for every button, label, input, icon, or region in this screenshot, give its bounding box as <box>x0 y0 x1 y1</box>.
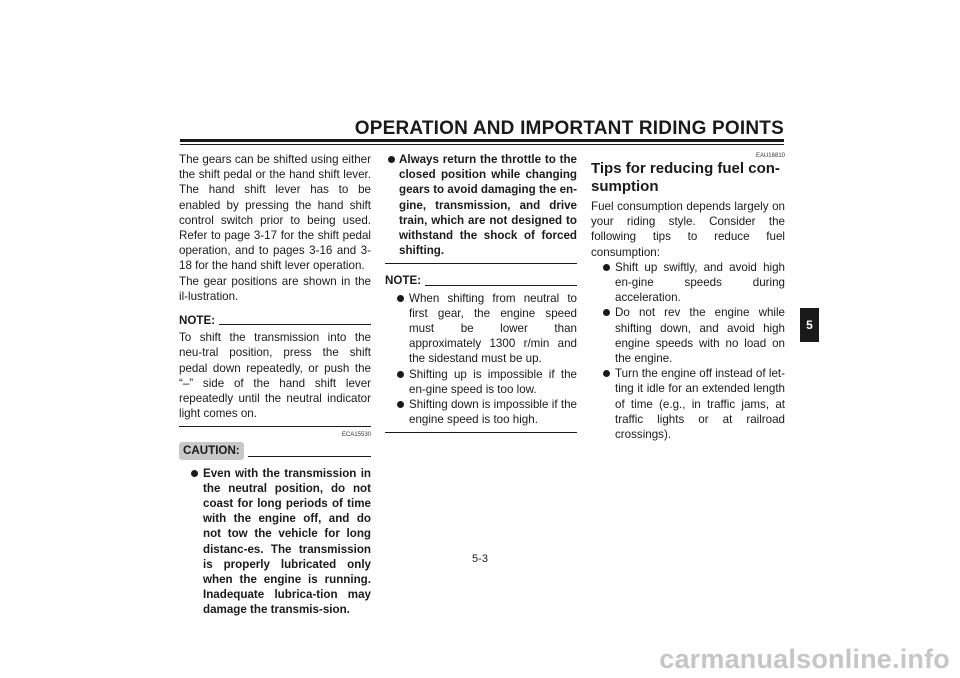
note-label: NOTE: <box>385 274 422 288</box>
tips-list <box>591 260 785 442</box>
list-item <box>591 260 785 306</box>
section-intro: Fuel consumption depends largely on your riding style. Consider the following tips to reduce fuel consumption: <box>591 200 785 259</box>
caution-code: ECA15530 <box>341 432 371 439</box>
note-item-text: When shifting from neutral to first gear, the engine speed must be lower than approximately 1300 r/min and the sidestand must be up. <box>409 291 577 366</box>
note-item-text: Shifting down is impossible if the engine speed is too high. <box>409 398 577 427</box>
caution-header <box>179 442 371 459</box>
tip-text: Shift up swiftly, and avoid high en-gine speeds during acceleration. <box>615 260 785 305</box>
note-item-text: Shifting up is impossible if the en-gine speed is too low. <box>409 367 577 396</box>
note-end-rule <box>179 426 371 427</box>
caution-list <box>179 466 371 618</box>
list-item <box>591 366 785 442</box>
column-3 <box>591 152 785 442</box>
header-rule-thin <box>180 144 784 145</box>
bullet-icon <box>397 371 404 378</box>
caution-item-text: Always return the throttle to the closed position while changing gears to avoid damaging the en-gine, transmission, and drive train, which are not designed to withstand the shock of forced shifting. <box>399 153 577 258</box>
chapter-tab: 5 <box>800 308 819 342</box>
note-rule <box>219 324 371 325</box>
caution-label: CAUTION: <box>179 442 244 459</box>
bullet-icon <box>397 295 404 302</box>
bullet-icon <box>603 309 610 316</box>
tip-text: Turn the engine off instead of let-ting it idle for an extended length of time (e.g., in traffic jams, at traffic lights or at railroad crossings). <box>615 367 785 442</box>
tip-text: Do not rev the engine while shifting down, and avoid high engine speeds with no load on the engine. <box>615 306 785 366</box>
caution-end-rule <box>385 263 577 264</box>
bullet-icon <box>388 156 395 163</box>
note-label: NOTE: <box>179 314 216 328</box>
note-list <box>385 291 577 428</box>
note-text: To shift the transmission into the neu-tral position, press the shift pedal down repeatedly, or push the “–” side of the hand shift lever repeatedly until the neutral indicator light comes on. <box>179 331 371 421</box>
caution-item-text: Even with the transmission in the neutral position, do not coast for long periods of time with the engine off, and do not tow the vehicle for long distanc-es. The transmission is properly lubricated only when the engine is running. Inadequate lubrica-tion may damage the transmis-sion. <box>203 466 371 617</box>
page-number: 5-3 <box>472 553 488 565</box>
section-title: Tips for reducing fuel con-sumption <box>591 160 780 195</box>
list-item <box>385 291 577 367</box>
note-header <box>385 273 577 288</box>
bullet-icon <box>191 470 198 477</box>
list-item <box>591 305 785 366</box>
note-end-rule <box>385 432 577 433</box>
note-rule <box>425 285 577 286</box>
column-1 <box>179 152 371 618</box>
bullet-icon <box>603 370 610 377</box>
caution-rule <box>248 456 371 457</box>
list-item <box>385 152 577 258</box>
list-item <box>179 466 371 618</box>
caution-list-continued <box>385 152 577 258</box>
intro-paragraph: The gears can be shifted using either the shift pedal or the hand shift lever. The hand shift lever has to be enabled by pressing the hand shift control switch prior to being used. Refer to page 3-17 for the shift pedal operation, and to pages 3-16 and 3-18 for the hand shift lever operation. <box>179 153 371 273</box>
bullet-icon <box>397 401 404 408</box>
section-code: EAU16810 <box>755 153 785 159</box>
header-rule-thick <box>180 139 784 142</box>
gear-positions-paragraph: The gear positions are shown in the il-lustration. <box>179 274 371 303</box>
page-header-title: OPERATION AND IMPORTANT RIDING POINTS <box>354 118 784 139</box>
note-header <box>179 313 371 328</box>
bullet-icon <box>603 264 610 271</box>
list-item <box>385 367 577 397</box>
list-item <box>385 397 577 427</box>
watermark: carmanualsonline.info <box>659 644 950 674</box>
column-2 <box>385 152 577 433</box>
